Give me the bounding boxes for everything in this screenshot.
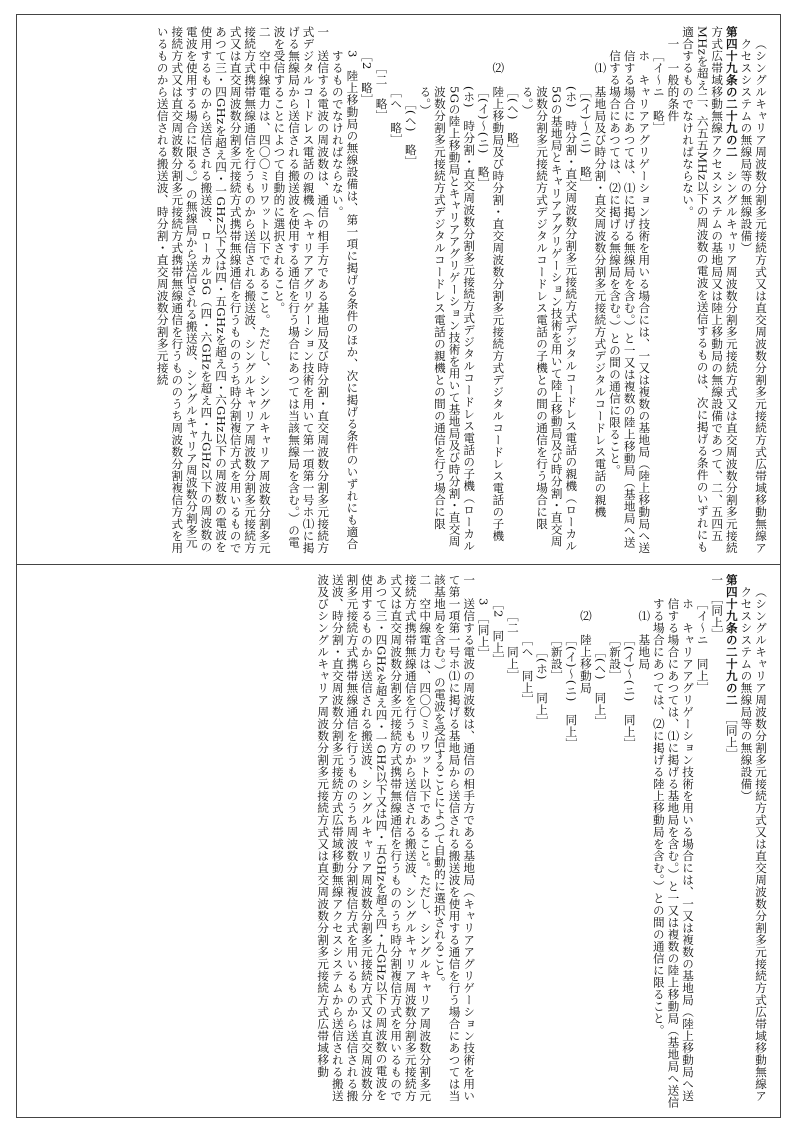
sub-sub-item-2-ho: ［(ホ) 同上］ <box>535 646 550 728</box>
heading-paren: （シングルキャリア周波数分割多元接続方式又は直交周波数分割多元接続方式広帯域移動無線アクセスシステムの無線局等の無線設備） <box>739 38 768 554</box>
amended-text-body <box>28 26 768 554</box>
amended-text-panel <box>28 26 768 554</box>
sub-sub-item-1-omitted: ［(イ)～(ニ) 略］ <box>578 86 593 190</box>
sub-sub-item-2: ⑵ 陸上移動局 <box>578 610 593 694</box>
article-paragraph <box>680 26 738 554</box>
sub-sub-item-2-ho: (ホ) 時分割・直交周波数分割多元接続方式デジタルコードレス電話の子機（ローカル5Gの陸上移動局とキャリアアグリゲーション技術を用いて基地局及び時分割・直交周波数分割多元接続方式デジタルコードレス電話の親機との間の通信を行う場合に限る。） <box>418 86 477 552</box>
current-text-panel <box>28 574 768 1112</box>
paragraph-3: 3 ［同上］ <box>476 598 491 660</box>
article-paragraph <box>724 574 739 1112</box>
sub-item-he: ［ヘ 同上］ <box>520 634 535 706</box>
paragraph-3-item-1: 一 送信する電波の周波数は、通信の相手方である基地局及び時分割・直交周波数分割多元接続方式デジタルコードレス電話の親機（キャリアアグリゲーション技術を用いて第一項第一号ホ⑴に掲げる無線局から送信される搬送波を使用する通信を行う場合にあつては当該無線局を含む。）の電波を受信することによつて自動的に選択されること。 <box>272 26 331 554</box>
article-text: ［同上］ <box>724 718 739 761</box>
sub-item-he: ［ヘ 略］ <box>389 86 404 146</box>
sub-sub-item-1-he: ［(ヘ) 略］ <box>505 86 520 156</box>
article-text: シングルキャリア周波数分割多元接続方式又は直交周波数分割多元接続方式広帯域移動無線アクセスシステムの基地局又は陸上移動局の無線設備であつて、二、五四五MHzを超え二、六五五MHz以下の周波数の電波を送信するものは、次に掲げる条件のいずれにも適合するものでなければならない。 <box>681 26 739 554</box>
current-text-body <box>28 574 768 1112</box>
sub-sub-item-2-omitted: ［(イ)～(ニ) 同上］ <box>564 634 579 750</box>
paragraph-3-item-2: 二 空中線電力は、四〇〇ミリワット以下であること。ただし、シングルキャリア周波数分割多元接続方式携帯無線通信を行うものから送信される搬送波、シングルキャリア周波数分割多元接続方式又は直交周波数分割多元接続方式携帯無線通信を行うもののうち時分割複信方式を用いるものであつて三・四GHzを超え四・一GHz以下又は四・五GHzを超え四・六GHz以下の周波数の電波を使用するものから送信される搬送波、ローカル5G（四・六GHzを超え四・九GHz以下の周波数の電波を使用する場合に限る。）の無線局から送信される搬送波、シングルキャリア周波数分割多元接続方式又は直交周波数分割多元接続方式携帯無線通信を行うもののうち周波数分割複信方式を用いるものから送信される搬送波、時分割・直交周波数分割多元接続 <box>155 26 272 554</box>
item-1: 一 ［同上］ <box>710 574 725 641</box>
sub-sub-item-2-omitted: ［(イ)～(ニ) 略］ <box>476 86 491 190</box>
article-title: 第四十九条の二十九の二 <box>724 574 739 706</box>
sub-item-omitted: ［イ～ニ 同上］ <box>695 598 710 694</box>
sub-sub-item-2: ⑵ 陸上移動局及び時分割・直交周波数分割多元接続方式デジタルコードレス電話の子機 <box>491 62 506 542</box>
sub-sub-item-2-new: ［新設］ <box>549 634 564 682</box>
item-2: ［二 同上］ <box>505 610 520 682</box>
sub-sub-item-1-he: ［(ヘ) 同上］ <box>593 646 608 728</box>
paragraph-3-item-2: 二 空中線電力は、四〇〇ミリワット以下であること。ただし、シングルキャリア周波数分割多元接続方式携帯無線通信を行うものから送信される搬送波、シングルキャリア周波数分割多元接続方式又は直交周波数分割多元接続方式携帯無線通信を行うもののうち時分割複信方式を用いるものであつて三・四GHzを超え四・一GHz以下又は四・五GHzを超え四・九GHz以下の周波数の電波を使用するものから送信される搬送波、シングルキャリア周波数分割多元接続方式又は直交周波数分割多元接続方式携帯無線通信を行うもののうち周波数分割複信方式を用いるものから送信される搬送波、時分割・直交周波数分割多元接続方式広帯域移動無線アクセスシステムから送信される搬送波及びシングルキャリア周波数分割多元接続方式又は直交周波数分割多元接続方式広帯域移動 <box>316 574 433 1102</box>
sub-sub-item-1-omitted: ［(イ)～(ニ) 同上］ <box>622 634 637 750</box>
sub-sub-item-2-he: ［(ヘ) 略］ <box>403 98 418 168</box>
item-2: ［二 略］ <box>374 62 389 122</box>
sub-sub-item-1: ⑴ 基地局及び時分割・直交周波数分割多元接続方式デジタルコードレス電話の親機 <box>593 62 608 518</box>
sub-item-ho: ホ キャリアアグリゲーション技術を用いる場合には、一又は複数の基地局（陸上移動局へ送信する場合にあつては、⑴に掲げる基地局を含む。）と一又は複数の陸上移動局（基地局へ送信する場合にあつては、⑵に掲げる陸上移動局を含む。）との間の通信に限ること。 <box>651 598 696 1109</box>
sub-sub-item-1-ho: (ホ) 時分割・直交周波数分割多元接続方式デジタルコードレス電話の親機（ローカル5Gの基地局とキャリアアグリゲーション技術を用いて陸上移動局及び時分割・直交周波数分割多元接続方式デジタルコードレス電話の子機との間の通信を行う場合に限る。） <box>520 86 579 552</box>
paragraph-3: 3 陸上移動局の無線設備は、第一項に掲げる条件のほか、次に掲げる条件のいずれにも適合するものでなければならない。 <box>330 50 360 550</box>
paragraph-2: ［2 同上］ <box>491 598 506 666</box>
sub-item-omitted: ［イ～ニ 略］ <box>651 50 666 134</box>
item-1: 一 一般的条件 <box>666 38 681 122</box>
sub-sub-item-1: ⑴ 基地局 <box>637 610 652 670</box>
paragraph-3-item-1: 一 送信する電波の周波数は、通信の相手方である基地局（キャリアアグリゲーション技術を用いて第一項第一号ホ⑴に掲げる基地局から送信される搬送波を使用する通信を行う場合にあつては当該基地局を含む。）の電波を受信することによつて自動的に選択されること。 <box>432 574 477 1102</box>
paragraph-2: ［2 略］ <box>359 50 374 106</box>
sub-sub-item-1-new: ［新設］ <box>608 634 623 682</box>
section-divider <box>16 564 781 565</box>
article-title: 第四十九条の二十九の二 <box>724 26 739 158</box>
sub-item-ho: ホ キャリアアグリゲーション技術を用いる場合には、一又は複数の基地局（陸上移動局へ送信する場合にあつては、⑴に掲げる無線局を含む。）と一又は複数の陸上移動局（基地局へ送信する場合にあつては、⑵に掲げる無線局を含む。）との間の通信に限ること。 <box>608 50 652 554</box>
heading-paren: （シングルキャリア周波数分割多元接続方式又は直交周波数分割多元接続方式広帯域移動無線アクセスシステムの無線局等の無線設備） <box>739 586 768 1102</box>
